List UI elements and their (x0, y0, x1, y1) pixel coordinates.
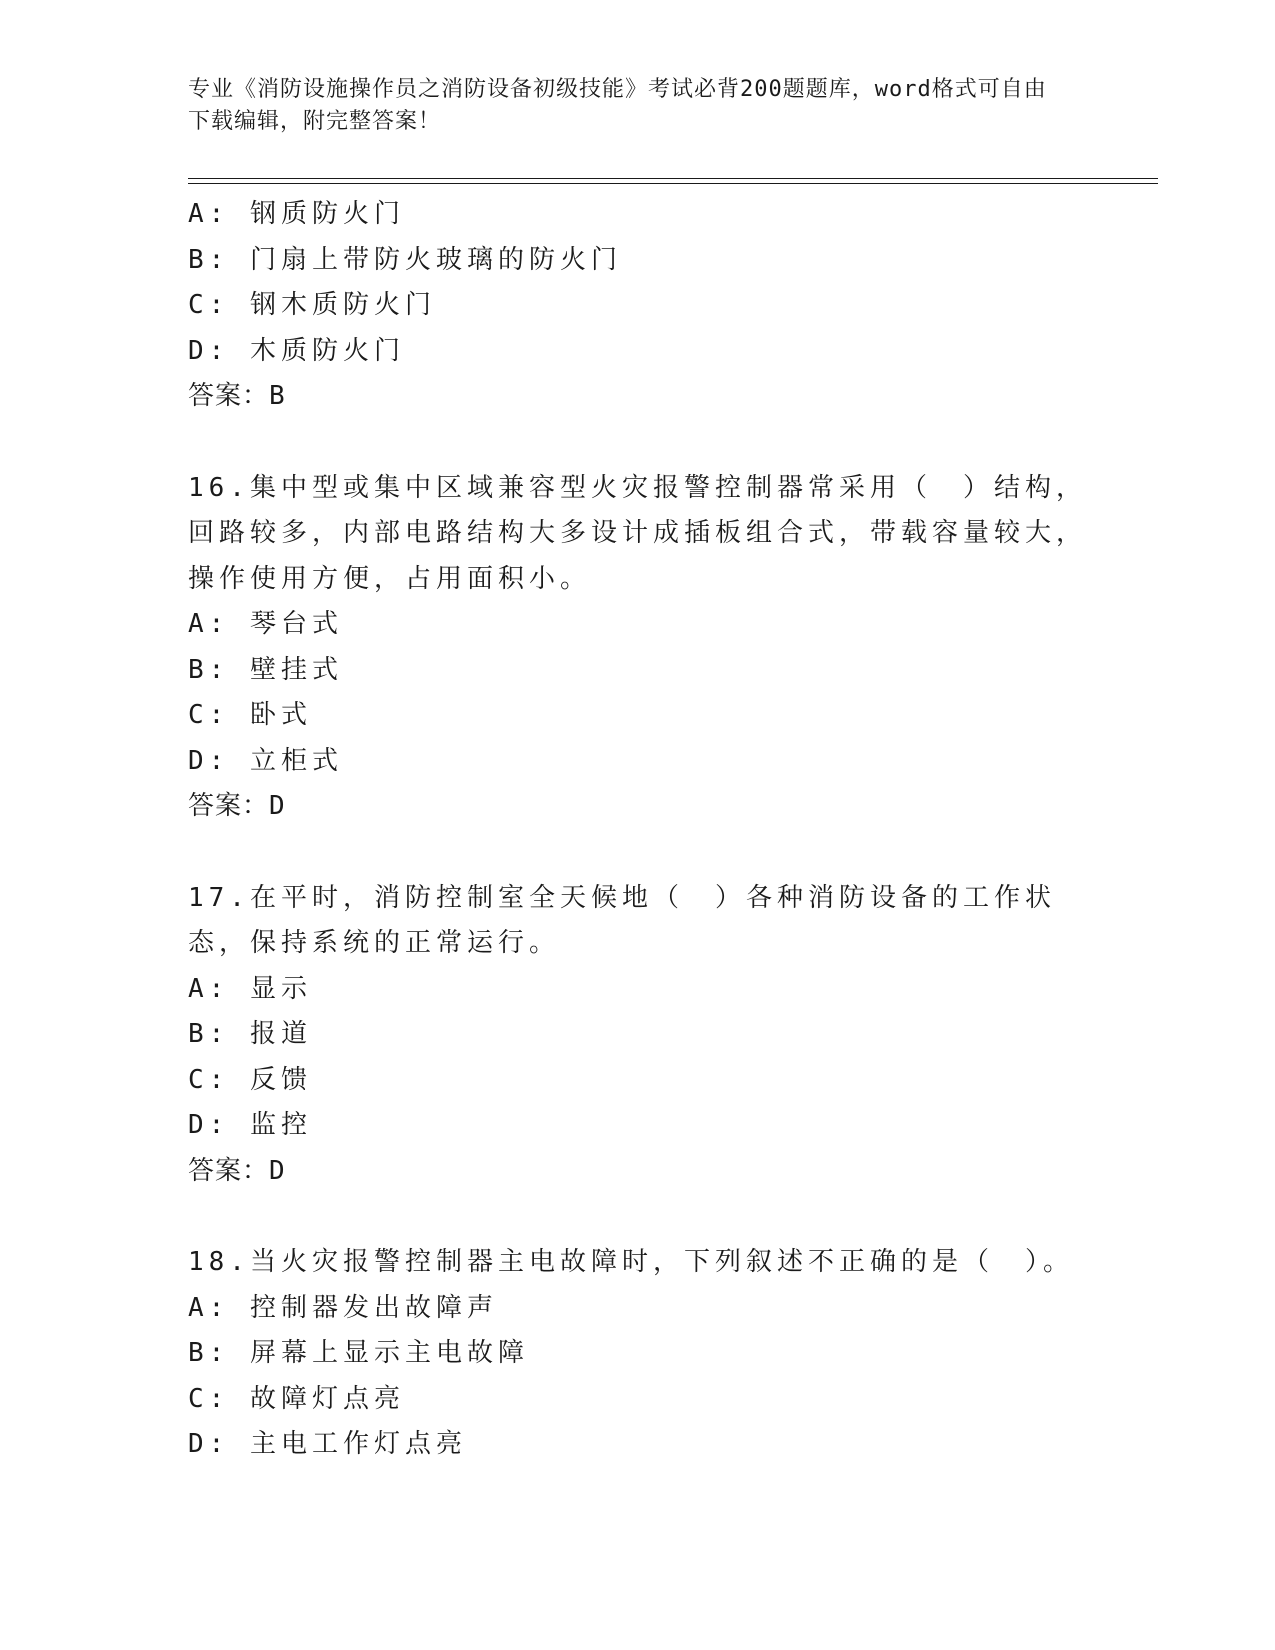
option-d: D: 立柜式 (188, 745, 343, 776)
option-c: C: 卧式 (188, 700, 312, 730)
option-d: D: 监控 (188, 1110, 312, 1140)
option-c: C: 故障灯点亮 (188, 1383, 405, 1414)
question-16 (188, 466, 1088, 830)
question-text: 18.当火灾报警控制器主电故障时，下列叙述不正确的是（ ）。 (188, 1247, 1074, 1277)
answer-line: 答案：D (188, 791, 286, 821)
question-text: 16.集中型或集中区域兼容型火灾报警控制器常采用（ ）结构，回路较多，内部电路结构大多设计成插板组合式，带载容量较大，操作使用方便，占用面积小。 (188, 472, 1088, 594)
option-b: B: 壁挂式 (188, 654, 343, 685)
question-18 (188, 1240, 1088, 1468)
question-content (188, 192, 1088, 1468)
option-d: D: 木质防火门 (188, 335, 405, 366)
answer-line: 答案：D (188, 1155, 286, 1186)
option-c: C: 反馈 (188, 1064, 312, 1095)
option-b: B: 门扇上带防火玻璃的防火门 (188, 244, 622, 275)
prev-question-block (188, 192, 1088, 420)
answer-line: 答案：B (188, 381, 286, 411)
option-b: B: 屏幕上显示主电故障 (188, 1338, 529, 1368)
question-17 (188, 876, 1088, 1195)
header-divider-bottom (188, 183, 1158, 184)
option-a: A: 琴台式 (188, 609, 343, 639)
option-a: A: 显示 (188, 973, 312, 1004)
document-header: 专业《消防设施操作员之消防设备初级技能》考试必背200题题库，word格式可自由下载编辑，附完整答案！ (188, 77, 1047, 134)
header-divider-top (188, 178, 1158, 179)
option-a: A: 钢质防火门 (188, 199, 405, 229)
option-d: D: 主电工作灯点亮 (188, 1429, 467, 1459)
option-a: A: 控制器发出故障声 (188, 1292, 498, 1323)
option-b: B: 报道 (188, 1019, 312, 1049)
option-c: C: 钢木质防火门 (188, 290, 436, 320)
question-text: 17.在平时，消防控制室全天候地（ ）各种消防设备的工作状态，保持系统的正常运行。 (188, 882, 1056, 958)
